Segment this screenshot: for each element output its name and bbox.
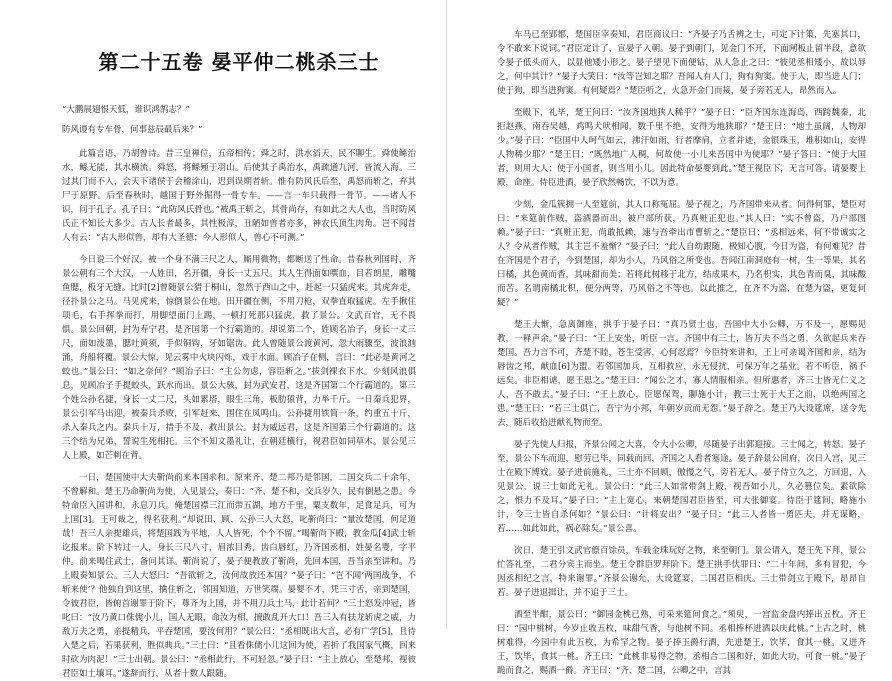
paragraph: 楚王大惭，急离御座，拱手于晏子曰：“真乃贤士也，吾国中大小公卿，万不及一，愿赐见教，一释声余。”晏子曰：“王上安坐，听臣一言。齐国中有三士，皆万夫不当之勇，久欲起兵来吞楚国。吾力言不可，齐楚不睦，苍生受害，心何忍焉？今臣特来讲和，王上可亲谒齐国和亲，结为唇齿之邦，献血[6]为盟。若邻国加兵，互相救应，永无侵扰，可保万年之基业。若不听臣，祸不远矣。非臣相谑，愿王思之。”楚王曰：“闻公之才，寡人情服相亲。但所惠者，齐三士皆无仁义之人，吾不敢去。”晏子曰：“王上放心，臣愿保驾，聊施小计，教三士死于大王之前，以绝两国之患。”楚王曰：“若三士俱亡，吾宁为小邦，年朝岁贡而无怨。”晏子辞之。楚王乃大设筵席，送令先去，随后收拾进献礼物而至。 [497,320,866,428]
paragraph: 今日说三个好汉，被一个身不满三尺之人，厮用微物，都断送了性命。昔春秋列国时，齐景公朝有三个大汉，一人姓田，名开疆，身长一丈五尺。其人生得面如噀血，目若朗星，雕嘴鱼腮，板牙无缝。比时[2]曾随景公猎于桐山，忽然于西山之中，赶起一只猛虎来。其虎奔走，径扑景公之马。马见虎来，惊倒景公在地。田开疆在侧，不用刀枪，双拳直取猛虎。左手揪住项毛，右手挥拳而打，用脚望面门上踢，一顿打死那只猛虎，救了景公。文武百官，无不畏惧。景公回朝，封为寿宁君，是齐国第一个行霸道的。却说第二个，姓顾名冶子，身长一丈三尺，面如泼墨，腮吐黄须，手似铜钩，牙如锯齿。此人曾随景公渡黄河，忽大雨骤至，波浪汹涌，舟船将覆。景公大惊，见云雾中火块闪烁，戏于水面。顾冶子在侧，言曰：“此必是黄河之蛟也。”景公曰：“如之奈何？”顾冶子曰：“主公勿虑，容臣斩之。”拔剑裸衣下水。少刻风浪俱息，见顾冶子手提蛟头，跃水而出。景公大骇，封为武安君，这是齐国第二个行霸道的。第三个姓公孙名捷，身长一丈二尺，头如累塔，眼生三角，板肋猿背，力举千斤。一日秦兵犯界，景公引军马出迎，被秦兵杀败，引军赶来，围住在凤鸣山。公孙捷用铁简一条，约重五十斤，杀入秦兵之内。秦兵十万，措手不及，救出景公。封为威远君，这是齐国第三个行霸道的。这三个结为兄弟，誓说生死相托。三个不知文墨礼让，在朝廷横行，视君臣如同草木。景公见三人上殿，如芒刺在背。 [62,255,416,461]
paragraph: 车马已至郢都，楚国臣宰奏知，君臣商议曰：“齐晏子乃舌辨之士，可定下计策，先塞其口，令不敢来下说词。”君臣定计了，宣晏子入朝。晏子到朝门，见金门不开，下面闸板止留半段，意欲令晏子低头而入，以显他矮小形之。晏子望见下面便钻，从人急止之曰：“彼见丞相矮小，故以辱之，何中其计？”晏子大笑曰：“汝等岂知之耶？吾闻人有人门，狗有狗窦。使于人，即当进人门；使于狗，即当进狗窦。有何疑焉？”楚臣听之，火急开金门而接，晏子旁若无人，昂然而入。 [497,30,866,96]
page-right-content [447,0,892,678]
epigraph-line-2: 防风谩有专车骨，何事兹辰最后来？” [62,125,203,135]
paragraph: 至殿下，礼毕，楚王问曰：“汝齐国地狭人稀乎？”晏子曰：“臣齐国东连海岛，西跨魏秦，北拒赵燕，南吞吴越，鸡鸣犬吠相闻，数千里不绝，安得为地狭耶？”楚王曰：“地土虽阔，人物却少。”晏子曰：“臣国中人呵气如云，沸汗如雨，行者摩肩，立者并迹，金银珠玉，堆积如山，安得人物稀少耶？”楚王曰：“既然地广人稠，何故使一小儿来吾国中为使耶？”晏子答曰：“使于大国者，则用大人；使于小国者，则当用小儿。因此特命晏婴到此。”楚王视臣下，无言可答。请晏婴上殿，命座。侍臣进酒，晏子欣然畅饮，不以为意。 [497,108,866,188]
paragraph: 晏子先使人归报，齐景公闻之大喜，令大小公卿，尽随晏子出郭迎接。三士闻之，转怒。晏子至，景公下车而迎，慰劳已毕，同载而回，齐国之人看者塞途。晏子辞景公回府，次日入宫，见三士在殿下博戏。晏子进前施礼，三士亦不回顾，傲慢之气，旁若无人。晏子侍立久之，方回退，入见景公，说三士如此无礼。景公曰：“此三人如常带剑上殿，视吾如小儿，久必篡位矣。素欲除之，恨力不及耳。”晏子曰：“主上宽心，来朝楚国君臣皆至，可大张御宴。待臣于筵间，略施小计，令三士皆自杀何如？”景公曰：“计将安出？”晏子曰：“此三人者皆一勇匹夫，并无谋略，若……如此如此，祸必除矣。”景公喜。 [497,440,866,534]
page-right [447,0,892,676]
paragraph: 此篇言语，乃胡曾诗。昔三皇禅位，五帝相传；舜之时，洪水滔天，民不聊生。舜使鲧治水，鲧无能，其水横流。舜怒，将鲧殛于羽山。后使其子禹治水，禹疏通九河，皆流入海。三过其门而不入，会天下诸侯于会稽涂山，迟到误期者斩。惟有防风氏后至，禹怒而斩之，弃其尸于原野。后至春秋时，越国于野外掘得一骨专车。——言一车只载得一骨节。——诸人不识，问于孔子。孔子曰：“此防风氏骨也。”被禹王斩之，其骨尚存，有如此之大人也，当时防风氏正不知长大多少。古人长者最多，其性极淳，丑陋如兽者亦多，神农氏顶生肉角。岂不闻昔人有云：“古人形似兽，却有大圣德；今人形似人，兽心不可测。” [62,149,416,243]
paragraph: 酒至半酣，景公曰：“御园金桃已熟，可采来筵间食之。”须臾，一宫监金盘内捧出五枚。齐王曰：“园中桃树，今岁止收五枚，味甜气香，与他树不同。丞相捧杯进酒以庆此桃。”上古之时，桃树难得，今园中有此五枚，为希罕之物。晏子捧玉爵行酒，先进楚王，饮毕，食其一桃。又进齐王，饮毕，食其一桃。齐王曰：“此桃非易得之物，丞相合二国和好，如此大功，可食一桃。”晏子跪而食之，赐酒一爵。齐王曰：“齐、楚二国，公卿之中，言其 [497,610,866,676]
paragraph: 少刻，金瓜簇拥一人至筵前，其人口称冤屈。晏子视之，乃齐国带来从者。问得何罪，楚臣对曰：“来筵前作贼，盗酒器而出，被户部所获，乃真赃正犯也。”其人曰：“实不曾盗，乃户部图赖。”晏子曰：“真赃正犯，尚敢抵赖，速与吾牵出市曹斩之。”楚臣曰：“丞相远来，何不带诚实之人？令从者作贼，其主岂不羞惭？”晏子曰：“此人自幼跟随，极知心腹，今日为盗，有何难见？昔在齐国是个君子，今到楚国，却为小人，乃风俗之所变也。吾闻江南洞庭有一树，生一等果，其名曰橘，其色黄而香，其味甜而美；若将此树移于北方，结成果木，乃名枳实，其色青而臭，其味酸而苦。名谓南橘北枳，便分两等，乃风俗之不等也。以此推之，在齐不为盗，在楚为盗，更复何疑？” [497,200,866,308]
page-left [0,0,447,679]
paragraph: 一日，楚国使中大夫靳尚前来本国求和。原来齐、楚二邦乃是邻国，二国交兵二十余年，不曾解和。楚王乃命靳尚为使，入见景公，奏曰：“齐、楚不和，交兵岁久，民有倒悬之患。今特命臣入国讲和，永息刀兵。俺楚国襟三江而带五湖，地方千里，粟支数年，足食足兵，可为上国[3]。王可裁之，得名获利。”却说田、顾、公孙三人大怒，叱靳尚曰：“量汝楚国，何足道哉！吾三人亲提雄兵，将楚国践为平地，人人皆死，个个不留。”喝靳尚下殿，教金瓜[4]武士斩讫报来。阶下转过一人，身长三尺八寸，眉浓目秀，齿白唇红，乃齐国丞相，姓晏名婴，字平仲。前来喝住武士，备问其详。靳尚说了，晏子便教放了靳尚，先回本国，吾当亲至讲和。乃上殿奏知景公。三人大怒曰：“吾欲斩之，汝何故放还本国？”晏子曰：“岂不闻‘两国战争，不斩来使’？他独自到这里，擒住斩之，邻国知道，万世笑端。晏婴不才，凭三寸舌，亲到楚国，令彼君臣，皆俯首谢罪于阶下，尊齐为上国，并不用刀兵士马，此计若何？”三士怒发冲冠，皆叱曰：“汝乃黄口侏儒小儿，国人无眼，命汝为相，擅敢乱开大口！吾三人有扶龙斩虎之威，力敌万夫之勇，亲提精兵，平吞楚国，要汝何用？”景公曰：“丞相既出大言，必有广学[5]，且待入楚之后，若果获利，胜似典兵。”三士曰：“且看侏儒小儿这回为使，若折了我国家气概，回来时砍为肉泥！”三士出朝。景公曰：“丞相此行，不可轻忽。”晏子曰：“主上放心，至楚邦，视彼君臣如土壤耳。”遂辞而行，从者十数人跟随。 [62,473,416,679]
epigraph-line-1: “大鹏展翅恨天低，谁识鸿鹄志？” [62,105,190,115]
paragraph: 次日，楚王引文武官僚百馀员，车载金珠玩好之物，来至朝门。景公请入，楚王先下拜，景公忙答礼至，二君分宾主而坐。楚王令群臣罗拜阶下。楚王拱手伏罪曰：“二十年间，多有冒犯，今因丞相纪之言，特来谢罪。”齐景公谢允，大设筵宴，二国君臣相庆。三士带剑立于殿下，昂昂自若。晏子进退揖让，并不追于三士。 [497,546,866,598]
chapter-title: 第二十五卷 晏平仲二桃杀三士 [98,50,380,74]
